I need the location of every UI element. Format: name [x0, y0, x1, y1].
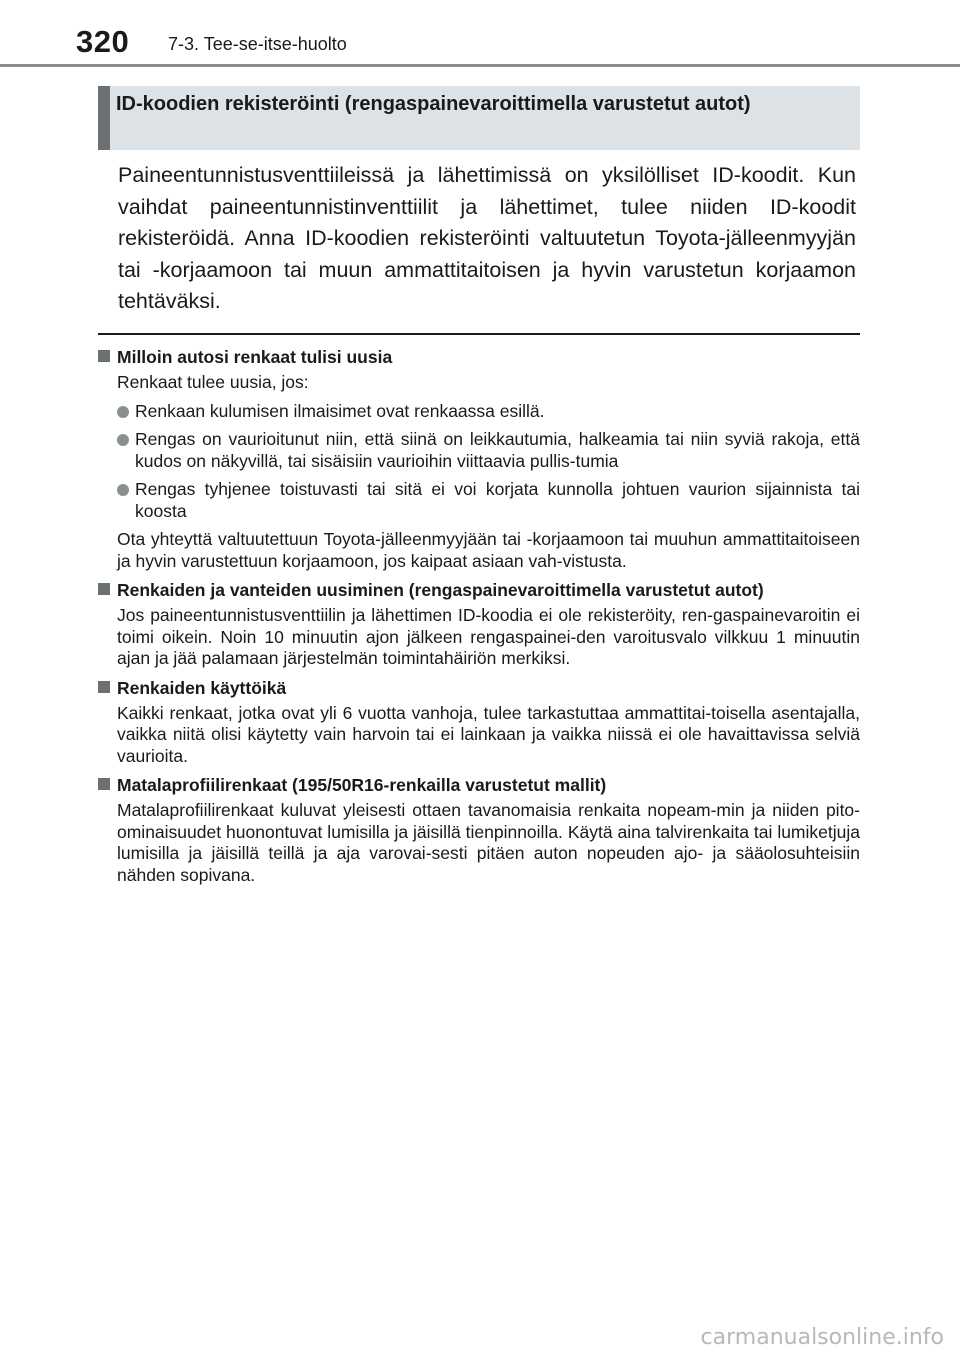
list-item-text: Rengas tyhjenee toistuvasti tai sitä ei voi korjata kunnolla johtuen vaurion sijainnista tai koosta: [135, 479, 860, 521]
topic-heading-text: Milloin autosi renkaat tulisi uusia: [117, 347, 393, 367]
topic-body: Matalaprofiilirenkaat kuluvat yleisesti ottaen tavanomaisia renkaita nopeam-min ja niiden pito-ominaisuudet huonontuvat lumisilla ja jäisillä tienpinnoilla. Käytä aina talvirenkaita tai lumiketjuja lumisilla ja jäisillä teillä ja aja varovai-sesti pitäen auton nopeuden ajo- ja sääolosuhteisiin nähden sopivana.: [117, 800, 860, 885]
topic-tire-wheel-replacement: [98, 579, 860, 670]
section-accent-bar: [98, 86, 110, 150]
topic-tire-service-life: [98, 677, 860, 768]
topic-heading-text: Matalaprofiilirenkaat (195/50R16-renkailla varustetut mallit): [117, 775, 607, 795]
list-item: [117, 401, 860, 423]
header-rule: [0, 64, 960, 67]
watermark: carmanualsonline.info: [700, 1325, 944, 1350]
topic-heading: [98, 774, 860, 796]
section-title-box: [98, 86, 860, 150]
chapter-title: 7-3. Tee-se-itse-huolto: [168, 34, 347, 54]
topic-closing: Ota yhteyttä valtuutettuun Toyota-jälleenmyyjään tai -korjaamoon tai muuhun ammattitaitoiseen ja hyvin varustettuun korjaamoon, jos kaipaat asiaan vah-vistusta.: [117, 529, 860, 571]
list-item: [117, 479, 860, 522]
list-item-text: Rengas on vaurioitunut niin, että siinä on leikkautumia, halkeamia tai niin syviä rakoja, että kudos on näkyvillä, tai sisäisiin vaurioihin viittaavia pullis-tumia: [135, 429, 860, 471]
topic-heading-text: Renkaiden käyttöikä: [117, 677, 287, 698]
topic-heading: [98, 346, 860, 368]
square-bullet-icon: [98, 778, 110, 790]
topic-heading: [98, 579, 860, 601]
square-bullet-icon: [98, 681, 110, 693]
content: [98, 346, 860, 893]
list-item: [117, 429, 860, 472]
circle-bullet-icon: [117, 434, 129, 446]
topic-low-profile-tires: [98, 774, 860, 886]
circle-bullet-icon: [117, 484, 129, 496]
square-bullet-icon: [98, 583, 110, 595]
section-intro: Paineentunnistusventtiileissä ja lähettimissä on yksilölliset ID-koodit. Kun vaihdat paineentunnistinventtiilit ja lähettimet, tulee niiden ID-koodit rekisteröidä. Anna ID-koodien rekisteröinti valtuutetun Toyota-jälleenmyyjän tai -korjaamoon tai muun ammattitaitoisen ja hyvin varustetun korjaamon tehtäväksi.: [118, 163, 856, 313]
square-bullet-icon: [98, 350, 110, 362]
section-divider: [98, 333, 860, 335]
list-item-text: Renkaan kulumisen ilmaisimet ovat renkaassa esillä.: [135, 400, 545, 421]
topic-heading-text: Renkaiden ja vanteiden uusiminen (rengaspainevaroittimella varustetut autot): [117, 580, 764, 600]
topic-heading: [98, 677, 860, 699]
circle-bullet-icon: [117, 406, 129, 418]
topic-lead: Renkaat tulee uusia, jos:: [117, 372, 309, 392]
page-header: [0, 0, 960, 66]
topic-tire-replacement-when: [98, 346, 860, 572]
topic-body: Jos paineentunnistusventtiilin ja lähettimen ID-koodia ei ole rekisteröity, ren-gaspainevaroitin ei toimi oikein. Noin 10 minuutin ajon jälkeen rengaspainei-den varoitusvalo vilkkuu 1 minuutin ajan ja jää palamaan järjestelmän toimintahäiriön merkiksi.: [117, 605, 860, 668]
page-number: 320: [76, 24, 130, 59]
topic-body: Kaikki renkaat, jotka ovat yli 6 vuotta vanhoja, tulee tarkastuttaa ammattitai-toisella asentajalla, vaikka niitä olisi käytetty vain harvoin tai ei lainkaan ja vaikka niissä ei ole havaittavissa selviä vaurioita.: [117, 702, 860, 766]
section-title: ID-koodien rekisteröinti (rengaspainevaroittimella varustetut autot): [116, 93, 751, 115]
